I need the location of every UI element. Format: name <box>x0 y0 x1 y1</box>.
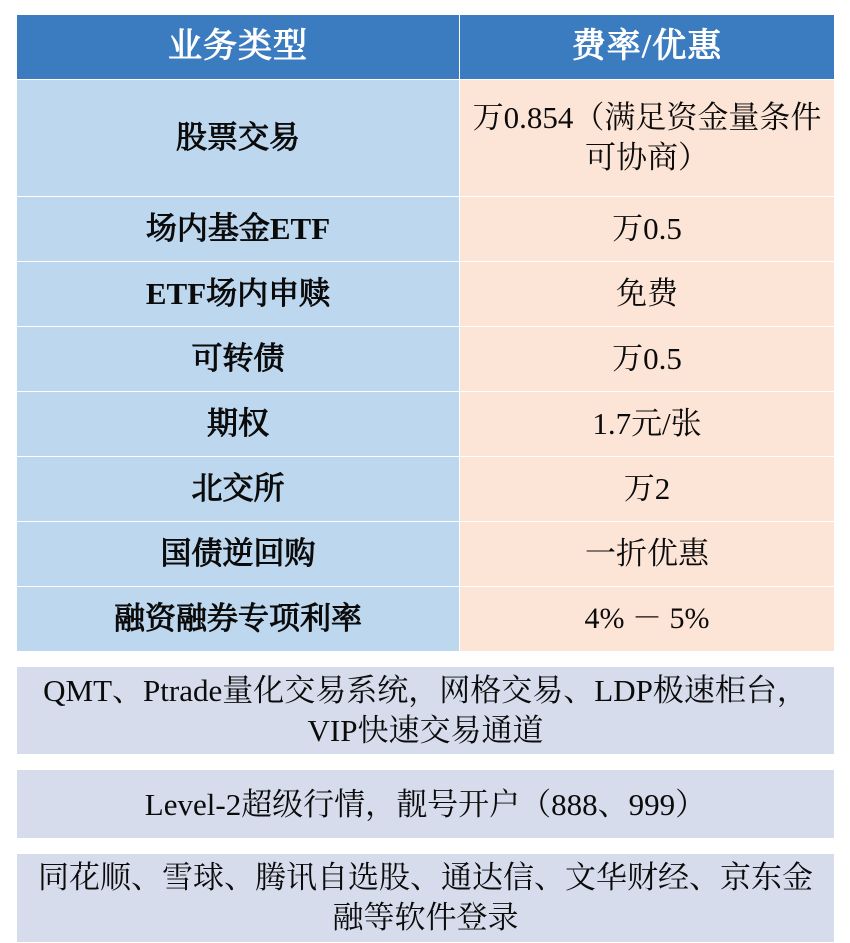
spacer-cell <box>17 755 835 770</box>
label-stock-trading: 股票交易 <box>17 80 460 197</box>
table-row <box>17 327 835 392</box>
header-rate-discount: 费率/优惠 <box>460 15 835 80</box>
value-stock-trading: 万0.854（满足资金量条件可协商） <box>460 80 835 197</box>
table-row <box>17 80 835 197</box>
label-margin-rate: 融资融券专项利率 <box>17 587 460 652</box>
value-margin-rate: 4% － 5% <box>460 587 835 652</box>
row-spacer <box>17 652 835 667</box>
label-options: 期权 <box>17 392 460 457</box>
table-row <box>17 522 835 587</box>
note-software-login: 同花顺、雪球、腾讯自选股、通达信、文华财经、京东金融等软件登录 <box>17 854 835 942</box>
table-header-row <box>17 15 835 80</box>
spacer-cell <box>17 839 835 854</box>
label-reverse-repo: 国债逆回购 <box>17 522 460 587</box>
label-convertible-bond: 可转债 <box>17 327 460 392</box>
value-bse: 万2 <box>460 457 835 522</box>
label-bse: 北交所 <box>17 457 460 522</box>
row-spacer <box>17 755 835 770</box>
fee-table <box>16 14 835 943</box>
table-row <box>17 392 835 457</box>
note-trading-systems: QMT、Ptrade量化交易系统，网格交易、LDP极速柜台，VIP快速交易通道 <box>17 667 835 755</box>
value-etf-subscription: 免费 <box>460 262 835 327</box>
table-row <box>17 262 835 327</box>
value-reverse-repo: 一折优惠 <box>460 522 835 587</box>
table-row <box>17 457 835 522</box>
note-row <box>17 854 835 942</box>
note-level2-account: Level-2超级行情，靓号开户（888、999） <box>17 770 835 839</box>
table-row <box>17 587 835 652</box>
note-row <box>17 770 835 839</box>
value-convertible-bond: 万0.5 <box>460 327 835 392</box>
label-etf-fund: 场内基金ETF <box>17 197 460 262</box>
label-etf-subscription: ETF场内申赎 <box>17 262 460 327</box>
note-row <box>17 667 835 755</box>
header-business-type: 业务类型 <box>17 15 460 80</box>
row-spacer <box>17 839 835 854</box>
table-row <box>17 197 835 262</box>
spacer-cell <box>17 652 835 667</box>
value-options: 1.7元/张 <box>460 392 835 457</box>
value-etf-fund: 万0.5 <box>460 197 835 262</box>
